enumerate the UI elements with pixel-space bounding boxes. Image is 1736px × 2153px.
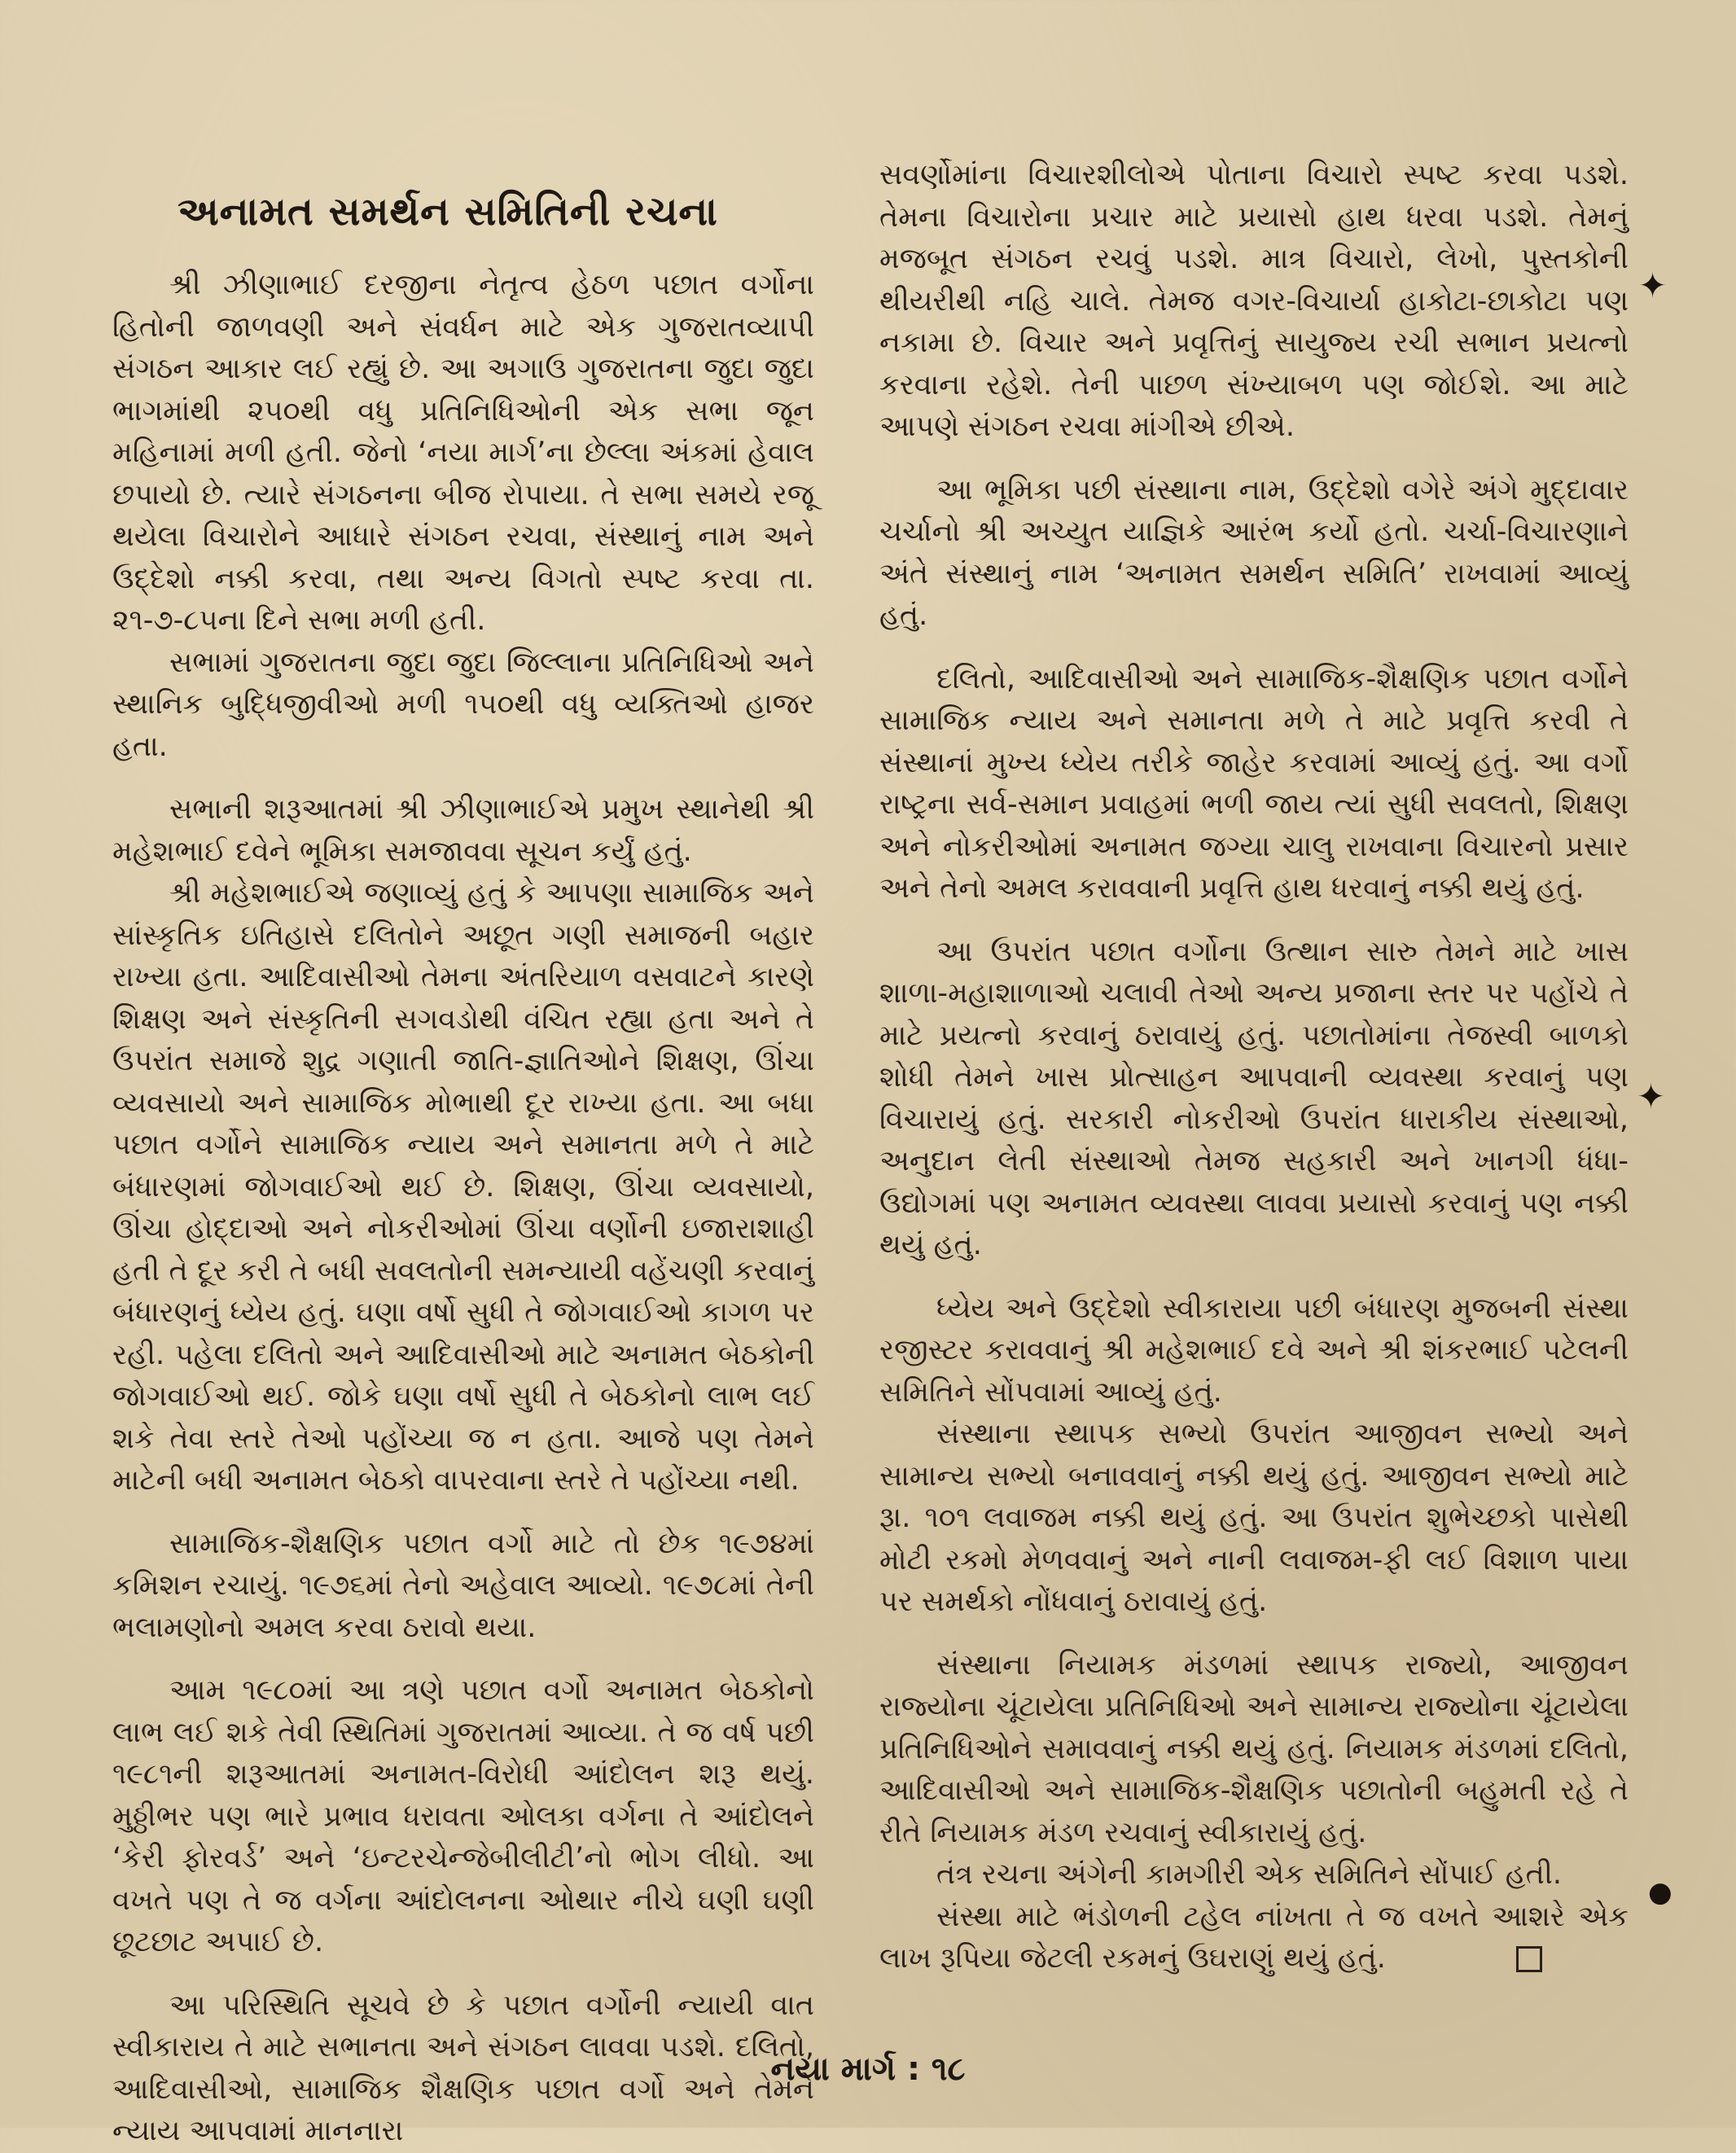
paragraph: સભામાં ગુજરાતના જુદા જુદા જિલ્લાના પ્રતિનિધિઓ અને સ્થાનિક બુદ્ધિજીવીઓ મળી ૧૫૦થી વધુ વ્યક્તિઓ હાજર હતા. <box>112 646 814 763</box>
ink-blot-icon: ✦ <box>1637 1076 1666 1116</box>
paragraph: આ પરિસ્થિતિ સૂચવે છે કે પછાત વર્ગોની ન્યાયી વાત સ્વીકારાય તે માટે સભાનતા અને સંગઠન લાવવા પડશે. દલિતો, આદિવાસીઓ, સામાજિક શૈક્ષણિક પછાત વર્ગો અને તેમને ન્યાય આપવામાં માનનારા <box>112 1989 814 2147</box>
paragraph: આ ઉપરાંત પછાત વર્ગોના ઉત્થાન સારુ તેમને માટે ખાસ શાળા-મહાશાળાઓ ચલાવી તેઓ અન્ય પ્રજાના સ્તર પર પહોંચે તે માટે પ્રયત્નો કરવાનું ઠરાવાયું હતું. પછાતોમાંના તેજસ્વી બાળકો શોધી તેમને ખાસ પ્રોત્સાહન આપવાની વ્યવસ્થા કરવાનું પણ વિચારાયું હતું. સરકારી નોકરીઓ ઉપરાંત ધારાકીય સંસ્થાઓ, અનુદાન લેતી સંસ્થાઓ તેમજ સહકારી અને ખાનગી ધંધા-ઉદ્યોગમાં પણ અનામત વ્યવસ્થા લાવવા પ્રયાસો કરવાનું પણ નક્કી થયું હતું. <box>879 935 1629 1261</box>
ink-blot-icon: ● <box>1648 1876 1672 1909</box>
paragraph: સંસ્થાના સ્થાપક સભ્યો ઉપરાંત આજીવન સભ્યો અને સામાન્ય સભ્યો બનાવવાનું નક્કી થયું હતું. આજીવન સભ્યો માટે રૂા. ૧૦૧ લવાજમ નક્કી થયું હતું. આ ઉપરાંત શુભેચ્છકો પાસેથી મોટી રકમો મેળવવાનું અને નાની લવાજમ-ફી લઈ વિશાળ પાયા પર સમર્થકો નોંધવાનું ઠરાવાયું હતું. <box>879 1418 1629 1618</box>
article-title: અનામત સમર્થન સમિતિની રચના <box>178 189 718 235</box>
paragraph: તંત્ર રચના અંગેની કામગીરી એક સમિતિને સોંપાઈ હતી. <box>936 1858 1563 1891</box>
paragraph: સામાજિક-શૈક્ષણિક પછાત વર્ગો માટે તો છેક ૧૯૭૪માં કમિશન રચાયું. ૧૯૭૬માં તેનો અહેવાલ આવ્યો. ૧૯૭૮માં તેની ભલામણોનો અમલ કરવા ઠરાવો થયા. <box>112 1527 814 1644</box>
paragraph: આ ભૂમિકા પછી સંસ્થાના નામ, ઉદ્દેશો વગેરે અંગે મુદ્દાવાર ચર્ચાનો શ્રી અચ્યુત યાજ્ઞિકે આરંભ કર્યો હતો. ચર્ચા-વિચારણાને અંતે સંસ્થાનું નામ ‘અનામત સમર્થન સમિતિ’ રાખવામાં આવ્યું હતું. <box>879 473 1629 632</box>
paragraph: સવર્ણોમાંના વિચારશીલોએ પોતાના વિચારો સ્પષ્ટ કરવા પડશે. તેમના વિચારોના પ્રચાર માટે પ્રયાસો હાથ ધરવા પડશે. તેમનું મજબૂત સંગઠન રચવું પડશે. માત્ર વિચારો, લેખો, પુસ્તકોની થીયરીથી નહિ ચાલે. તેમજ વગર-વિચાર્યા હાકોટા-છાકોટા પણ નકામા છે. વિચાર અને પ્રવૃત્તિનું સાયુજ્ય રચી સભાન પ્રયત્નો કરવાના રહેશે. તેની પાછળ સંખ્યાબળ પણ જોઈશે. આ માટે આપણે સંગઠન રચવા માંગીએ છીએ. <box>879 159 1629 443</box>
right-column <box>879 155 1629 1980</box>
paragraph: આમ ૧૯૮૦માં આ ત્રણે પછાત વર્ગો અનામત બેઠકોનો લાભ લઈ શકે તેવી સ્થિતિમાં ગુજરાતમાં આવ્યા. તે જ વર્ષ પછી ૧૯૮૧ની શરૂઆતમાં અનામત-વિરોધી આંદોલન શરૂ થયું. મુઠ્ઠીભર પણ ભારે પ્રભાવ ધરાવતા ઓલકા વર્ગના તે આંદોલને ‘કેરી ફોરવર્ડ’ અને ‘ઇન્ટરચેન્જેબીલીટી’નો ભોગ લીધો. આ વખતે પણ તે જ વર્ગના આંદોલનના ઓથાર નીચે ઘણી ઘણી છૂટછાટ અપાઈ છે. <box>112 1674 814 1958</box>
paragraph-last-text: સંસ્થા માટે ભંડોળની ટહેલ નાંખતા તે જ વખતે આશરે એક લાખ રૂપિયા જેટલી રકમનું ઉઘરાણું થયું હતું. <box>879 1900 1629 1975</box>
ink-blot-icon: ✦ <box>1638 265 1668 305</box>
end-of-article-icon <box>1516 1946 1542 1972</box>
paragraph: સભાની શરૂઆતમાં શ્રી ઝીણાભાઈએ પ્રમુખ સ્થાનેથી શ્રી મહેશભાઈ દવેને ભૂમિકા સમજાવવા સૂચન કર્યું હતું. <box>112 793 814 868</box>
paragraph: શ્રી મહેશભાઈએ જણાવ્યું હતું કે આપણા સામાજિક અને સાંસ્કૃતિક ઇતિહાસે દલિતોને અછૂત ગણી સમાજની બહાર રાખ્યા હતા. આદિવાસીઓ તેમના અંતરિયાળ વસવાટને કારણે શિક્ષણ અને સંસ્કૃતિની સગવડોથી વંચિત રહ્યા હતા અને તે ઉપરાંત સમાજે શુદ્ર ગણાતી જાતિ-જ્ઞાતિઓને શિક્ષણ, ઊંચા વ્યવસાયો અને સામાજિક મોભાથી દૂર રાખ્યા હતા. આ બધા પછાત વર્ગોને સામાજિક ન્યાય અને સમાનતા મળે તે માટે બંધારણમાં જોગવાઈઓ થઈ છે. શિક્ષણ, ઊંચા વ્યવસાયો, ઊંચા હોદ્દાઓ અને નોકરીઓમાં ઊંચા વર્ણોની ઇજારાશાહી હતી તે દૂર કરી તે બધી સવલતોની સમન્યાયી વહેંચણી કરવાનું બંધારણનું ધ્યેય હતું. ઘણા વર્ષો સુધી તે જોગવાઈઓ કાગળ પર રહી. પહેલા દલિતો અને આદિવાસીઓ માટે અનામત બેઠકોની જોગવાઈઓ થઈ. જોકે ઘણા વર્ષો સુધી તે બેઠકોનો લાભ લઈ શકે તેવા સ્તરે તેઓ પહોંચ્યા જ ન હતા. આજે પણ તેમને માટેની બધી અનામત બેઠકો વાપરવાના સ્તરે તે પહોંચ્યા નથી. <box>112 877 814 1497</box>
paragraph: શ્રી ઝીણાભાઈ દરજીના નેતૃત્વ હેઠળ પછાત વર્ગોના હિતોની જાળવણી અને સંવર્ધન માટે એક ગુજરાતવ્યાપી સંગઠન આકાર લઈ રહ્યું છે. આ અગાઉ ગુજરાતના જુદા જુદા ભાગમાંથી ૨૫૦થી વધુ પ્રતિનિધિઓની એક સભા જૂન મહિનામાં મળી હતી. જેનો ‘નયા માર્ગ’ના છેલ્લા અંકમાં હેવાલ છપાયો છે. ત્યારે સંગઠનના બીજ રોપાયા. તે સભા સમયે રજૂ થયેલા વિચારોને આધારે સંગઠન રચવા, સંસ્થાનું નામ અને ઉદ્દેશો નક્કી કરવા, તથા અન્ય વિગતો સ્પષ્ટ કરવા તા. ૨૧-૭-૮૫ના દિને સભા મળી હતી. <box>112 269 814 637</box>
paragraph: સંસ્થાના નિયામક મંડળમાં સ્થાપક રાજ્યો, આજીવન રાજ્યોના ચૂંટાયેલા પ્રતિનિધિઓ અને સામાન્ય રાજ્યોના ચૂંટાયેલા પ્રતિનિધિઓને સમાવવાનું નક્કી થયું હતું. નિયામક મંડળમાં દલિતો, આદિવાસીઓ અને સામાજિક-શૈક્ષણિક પછાતોની બહુમતી રહે તે રીતે નિયામક મંડળ રચવાનું સ્વીકારાયું હતું. <box>879 1648 1629 1849</box>
page-footer: નયા માર્ગ : ૧૮ <box>770 2050 966 2088</box>
left-column <box>112 265 814 2153</box>
paragraph: દલિતો, આદિવાસીઓ અને સામાજિક-શૈક્ષણિક પછાત વર્ગોને સામાજિક ન્યાય અને સમાનતા મળે તે માટે પ્રવૃત્તિ કરવી તે સંસ્થાનાં મુખ્ય ધ્યેય તરીકે જાહેર કરવામાં આવ્યું હતું. આ વર્ગો રાષ્ટ્રના સર્વ-સમાન પ્રવાહમાં ભળી જાય ત્યાં સુધી સવલતો, શિક્ષણ અને નોકરીઓમાં અનામત જગ્યા ચાલુ રાખવાના વિચારનો પ્રસાર અને તેનો અમલ કરાવવાની પ્રવૃત્તિ હાથ ધરવાનું નક્કી થયું હતું. <box>879 662 1629 905</box>
paragraph: ધ્યેય અને ઉદ્દેશો સ્વીકારાયા પછી બંધારણ મુજબની સંસ્થા રજીસ્ટર કરાવવાનું શ્રી મહેશભાઈ દવે અને શ્રી શંકરભાઈ પટેલની સમિતિને સોંપવામાં આવ્યું હતું. <box>879 1291 1629 1409</box>
paragraph-last <box>879 1896 1629 1980</box>
